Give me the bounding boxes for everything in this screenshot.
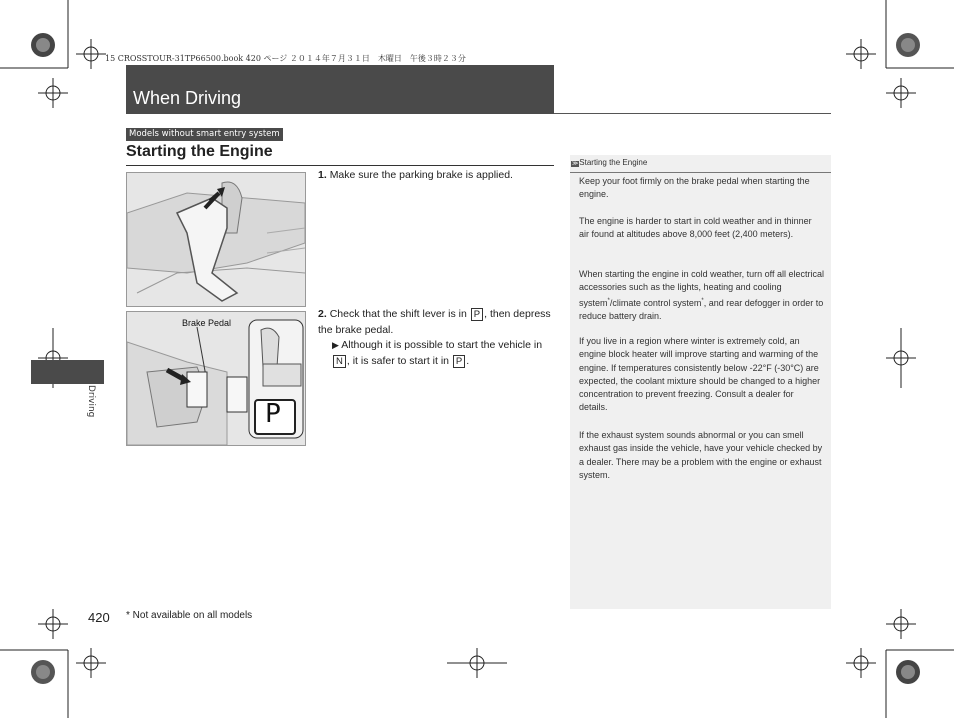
park-key: P	[471, 308, 483, 321]
sidebar-paragraph-5: If the exhaust system sounds abnormal or you can smell exhaust gas inside the vehicle, have your vehicle checked by a dealer. There may be a problem with the engine or exhaust system.	[579, 430, 823, 480]
sidebar-paragraph-2: The engine is harder to start in cold weather and in thinner air found at altitudes above 8,000 feet (2,400 meters).	[579, 216, 812, 240]
crosshair-mark-mr	[886, 328, 916, 388]
step-2-number: 2.	[318, 308, 327, 320]
sidebar-paragraph-1: Keep your foot firmly on the brake pedal when starting the engine.	[579, 176, 810, 200]
print-header: 15 CROSSTOUR-31TP66500.book 420 ページ ２０１４年７月３１日 木曜日 午後３時２３分	[105, 54, 466, 63]
color-target-br	[896, 660, 920, 684]
parking-brake-illustration	[126, 172, 306, 307]
sidebar-title: Starting the Engine	[579, 158, 648, 167]
crosshair-mark-r2	[886, 609, 916, 639]
crosshair-mark-l1	[38, 78, 68, 108]
chapter-side-label: Driving	[86, 385, 96, 418]
sidebar-heading	[571, 158, 647, 167]
sidebar-paragraph-3	[579, 268, 824, 323]
sidebar-p3-c: , and rear defogger in order to reduce battery drain.	[579, 297, 824, 321]
crosshair-mark-bc	[447, 648, 507, 678]
crosshair-mark-l2	[38, 609, 68, 639]
crosshair-mark-tl	[76, 39, 106, 69]
chapter-side-tab	[31, 360, 104, 384]
crosshair-mark-r1	[886, 78, 916, 108]
step-1-text: Make sure the parking brake is applied.	[329, 169, 513, 181]
park-key-2: P	[453, 355, 465, 368]
step-2-text-b: , then depress the brake pedal.	[318, 308, 551, 336]
crosshair-mark-tr	[846, 39, 876, 69]
sidebar-paragraph-4: If you live in a region where winter is extremely cold, an engine block heater will improve starting and warming of the engine. If temperatures consistently below -22°F (-30°C) are expected, the coolant mixture should be changed to a higher concentration to prevent freezing. Consult a dealer for details.	[579, 336, 821, 413]
footnote-star-2: *	[701, 297, 704, 304]
sidebar-marker-icon: ≫	[572, 161, 579, 167]
sidebar-p3-a: When starting the engine in cold weather, turn off all electrical accessories such as the lights, heating and cooling system	[579, 269, 824, 308]
sidebar-p3-b: /climate control system	[609, 297, 702, 308]
step-2-note-a: Although it is possible to start the vehicle in	[341, 339, 543, 351]
neutral-key: N	[333, 355, 346, 368]
footnote-star: *	[607, 297, 610, 304]
page-number: 420	[88, 610, 110, 625]
brake-pedal-label: Brake Pedal	[182, 318, 232, 328]
step-2	[318, 307, 554, 338]
color-target-bl	[31, 660, 55, 684]
step-2-note	[332, 338, 556, 369]
park-symbol: P	[265, 399, 281, 429]
step-2-note-b: , it is safer to start it in	[346, 354, 449, 367]
footnote: * Not available on all models	[126, 610, 253, 621]
step-1-number: 1.	[318, 169, 327, 181]
banner-rule	[554, 113, 831, 114]
note-arrow-icon: ▶	[332, 340, 339, 350]
color-target-tl	[31, 33, 55, 57]
brake-pedal-illustration	[126, 311, 306, 446]
color-target-tr	[896, 33, 920, 57]
chapter-title: When Driving	[133, 88, 242, 108]
step-2-note-c: .	[466, 354, 470, 367]
crosshair-mark-bl	[76, 648, 106, 678]
crosshair-mark-br	[846, 648, 876, 678]
section-rule	[126, 165, 554, 166]
model-tag: Models without smart entry system	[126, 128, 283, 141]
step-1	[318, 168, 554, 184]
section-title: Starting the Engine	[126, 143, 273, 160]
step-2-text-a: Check that the shift lever is in	[329, 308, 467, 320]
